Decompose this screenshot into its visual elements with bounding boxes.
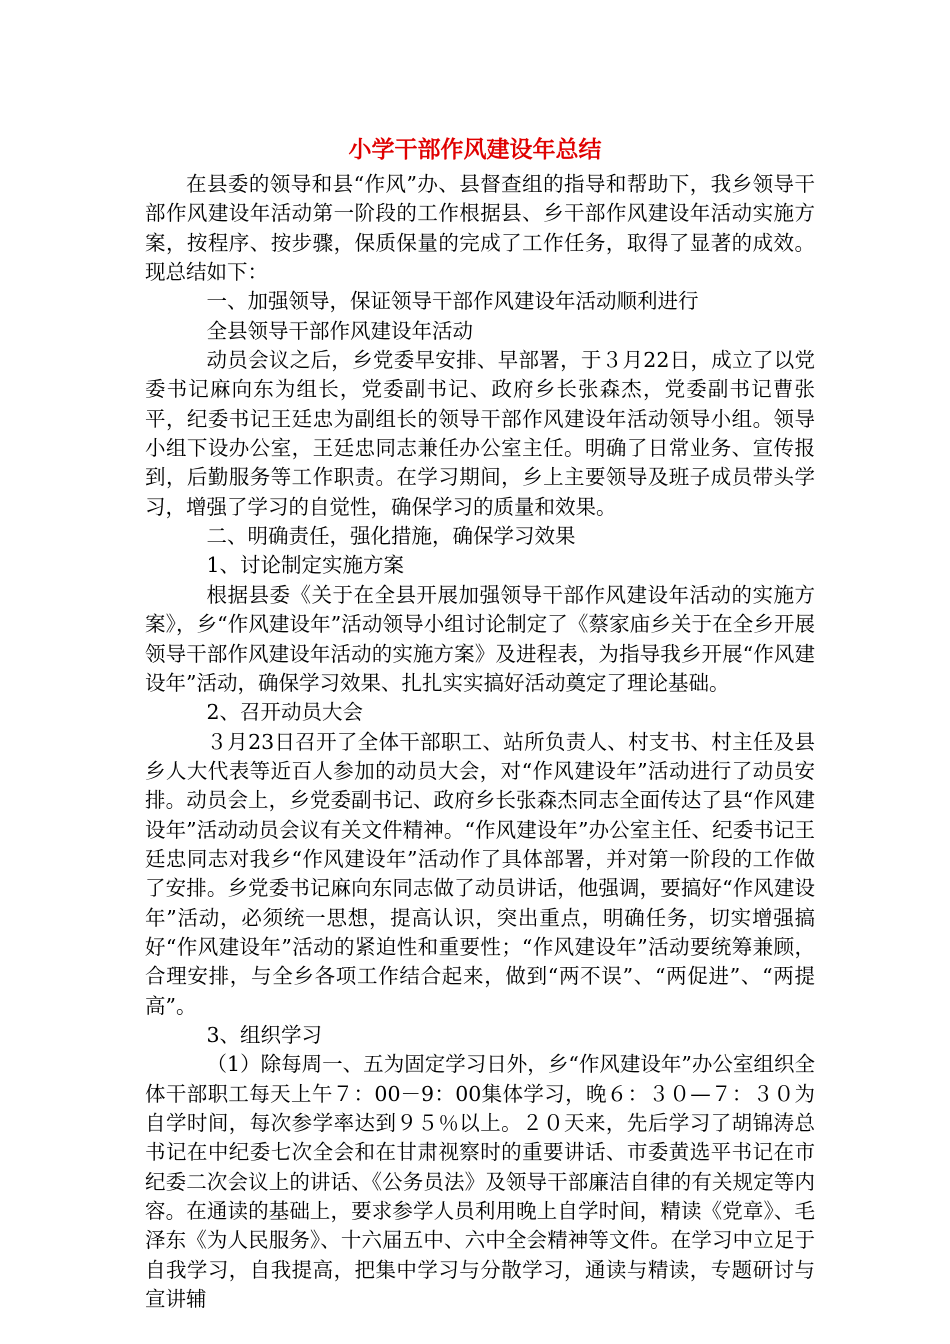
paragraph: 全县领导干部作风建设年活动 xyxy=(206,318,473,343)
subsection-heading-1: 1、讨论制定实施方案 xyxy=(206,553,405,578)
paragraph-intro: 在县委的领导和县“作风”办、县督查组的指导和帮助下，我乡领导干部作风建设年活动第一阶段的工作根据县、乡干部作风建设年活动实施方案，按程序、按步骤，保质保量的完成了工作任务，取得了显著的成效。现总结如下： xyxy=(145,172,815,285)
subsection-heading-2: 2、召开动员大会 xyxy=(206,700,364,725)
subsection-heading-3: 3、组织学习 xyxy=(206,1022,323,1047)
paragraph: （1）除每周一、五为固定学习日外，乡“作风建设年”办公室组织全体干部职工每天上午７：00－9：00集体学习，晚６：３０—７：３０为自学时间，每次参学率达到９５％以上。２０天来，先后学习了胡锦涛总书记在中纪委七次全会和在甘肃视察时的重要讲话、市委黄选平书记在市纪委二次会议上的讲话、《公务员法》及领导干部廉洁自律的有关规定等内容。在通读的基础上，要求参学人员利用晚上自学时间，精读《党章》、毛泽东《为人民服务》、十六届五中、六中全会精神等文件。在学习中立足于自我学习，自我提高，把集中学习与分散学习，通读与精读，专题研讨与宣讲辅 xyxy=(145,1052,815,1312)
section-heading-1: 一、加强领导，保证领导干部作风建设年活动顺利进行 xyxy=(206,289,699,314)
paragraph: ３月23日召开了全体干部职工、站所负责人、村支书、村主任及县乡人大代表等近百人参加的动员大会，对“作风建设年”活动进行了动员安排。动员会上，乡党委副书记、政府乡长张森杰同志全面传达了县“作风建设年”活动动员会议有关文件精神。“作风建设年”办公室主任、纪委书记王廷忠同志对我乡“作风建设年”活动作了具体部署，并对第一阶段的工作做了安排。乡党委书记麻向东同志做了动员讲话，他强调，要搞好“作风建设年”活动，必须统一思想，提高认识，突出重点，明确任务，切实增强搞好“作风建设年”活动的紧迫性和重要性；“作风建设年”活动要统筹兼顾，合理安排，与全乡各项工作结合起来，做到“两不误”、“两促进”、“两提高”。 xyxy=(145,729,815,1018)
section-heading-2: 二、明确责任，强化措施，确保学习效果 xyxy=(206,524,576,549)
document-title: 小学干部作风建设年总结 xyxy=(348,137,602,163)
paragraph: 根据县委《关于在全县开展加强领导干部作风建设年活动的实施方案》，乡“作风建设年”活动领导小组讨论制定了《蔡家庙乡关于在全乡开展领导干部作风建设年活动的实施方案》及进程表，为指导我乡开展“作风建设年”活动，确保学习效果、扎扎实实搞好活动奠定了理论基础。 xyxy=(145,582,815,695)
document-body xyxy=(145,170,815,1314)
paragraph: 动员会议之后，乡党委早安排、早部署，于３月22日，成立了以党委书记麻向东为组长，党委副书记、政府乡长张森杰，党委副书记曹张平，纪委书记王廷忠为副组长的领导干部作风建设年活动领导小组。领导小组下设办公室，王廷忠同志兼任办公室主任。明确了日常业务、宣传报到，后勤服务等工作职责。在学习期间，乡上主要领导及班子成员带头学习，增强了学习的自觉性，确保学习的质量和效果。 xyxy=(145,348,815,519)
